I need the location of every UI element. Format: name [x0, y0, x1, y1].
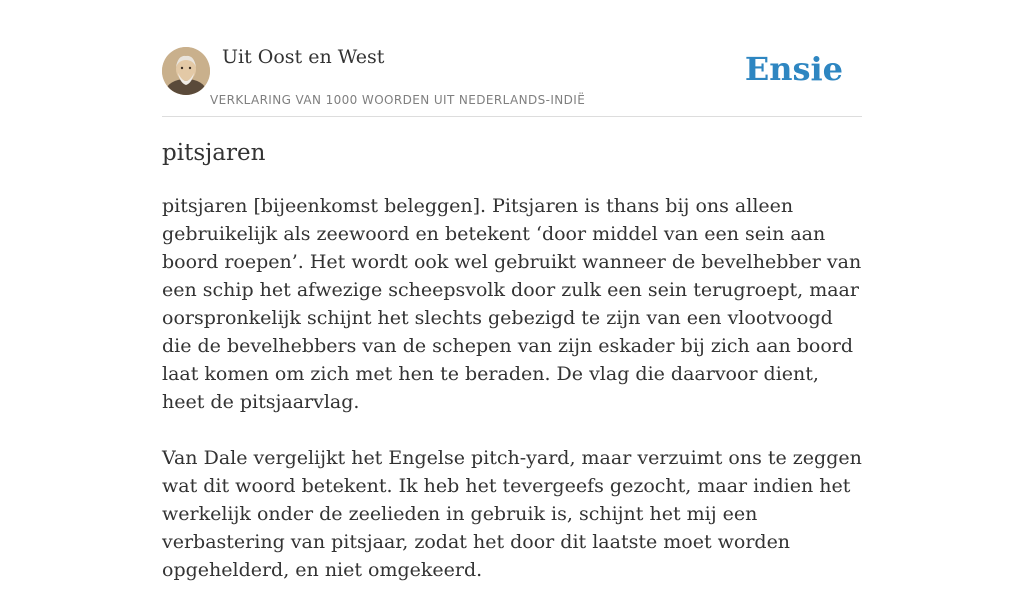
entry-body: [162, 192, 862, 612]
ensie-logo[interactable]: Ensie: [744, 50, 843, 88]
entry-paragraph: Van Dale vergelijkt het Engelse pitch-yard, maar verzuimt ons te zeggen wat dit woord betekent. Ik heb het tevergeefs gezocht, maar indien het werkelijk onder de zeelieden in gebruik is, schijnt het mij een verbastering van pitsjaar, zodat het door dit laatste moet worden opgehelderd, en niet omgekeerd.: [162, 447, 862, 581]
source-title[interactable]: Uit Oost en West: [222, 46, 385, 68]
entry-title: pitsjaren: [162, 140, 266, 166]
entry-paragraph: pitsjaren [bijeenkomst beleggen]. Pitsjaren is thans bij ons alleen gebruikelijk als zeewoord en betekent ‘door middel van een sein aan boord roepen’. Het wordt ook wel gebruikt wanneer de bevelhebber van een schip het afwezige scheepsvolk door zulk een sein terugroept, maar oorspronkelijk schijnt het slechts gebezigd te zijn van een vlootvoogd die de bevelhebbers van de schepen van zijn eskader bij zich aan boord laat komen om zich met hen te beraden. De vlag die daarvoor dient, heet de pitsjaarvlag.: [162, 195, 862, 413]
source-subtitle: VERKLARING VAN 1000 WOORDEN UIT NEDERLANDS-INDIË: [210, 93, 586, 107]
header: [162, 0, 862, 117]
page: [162, 0, 862, 581]
portrait-icon: [162, 47, 210, 95]
author-avatar[interactable]: [162, 47, 210, 95]
